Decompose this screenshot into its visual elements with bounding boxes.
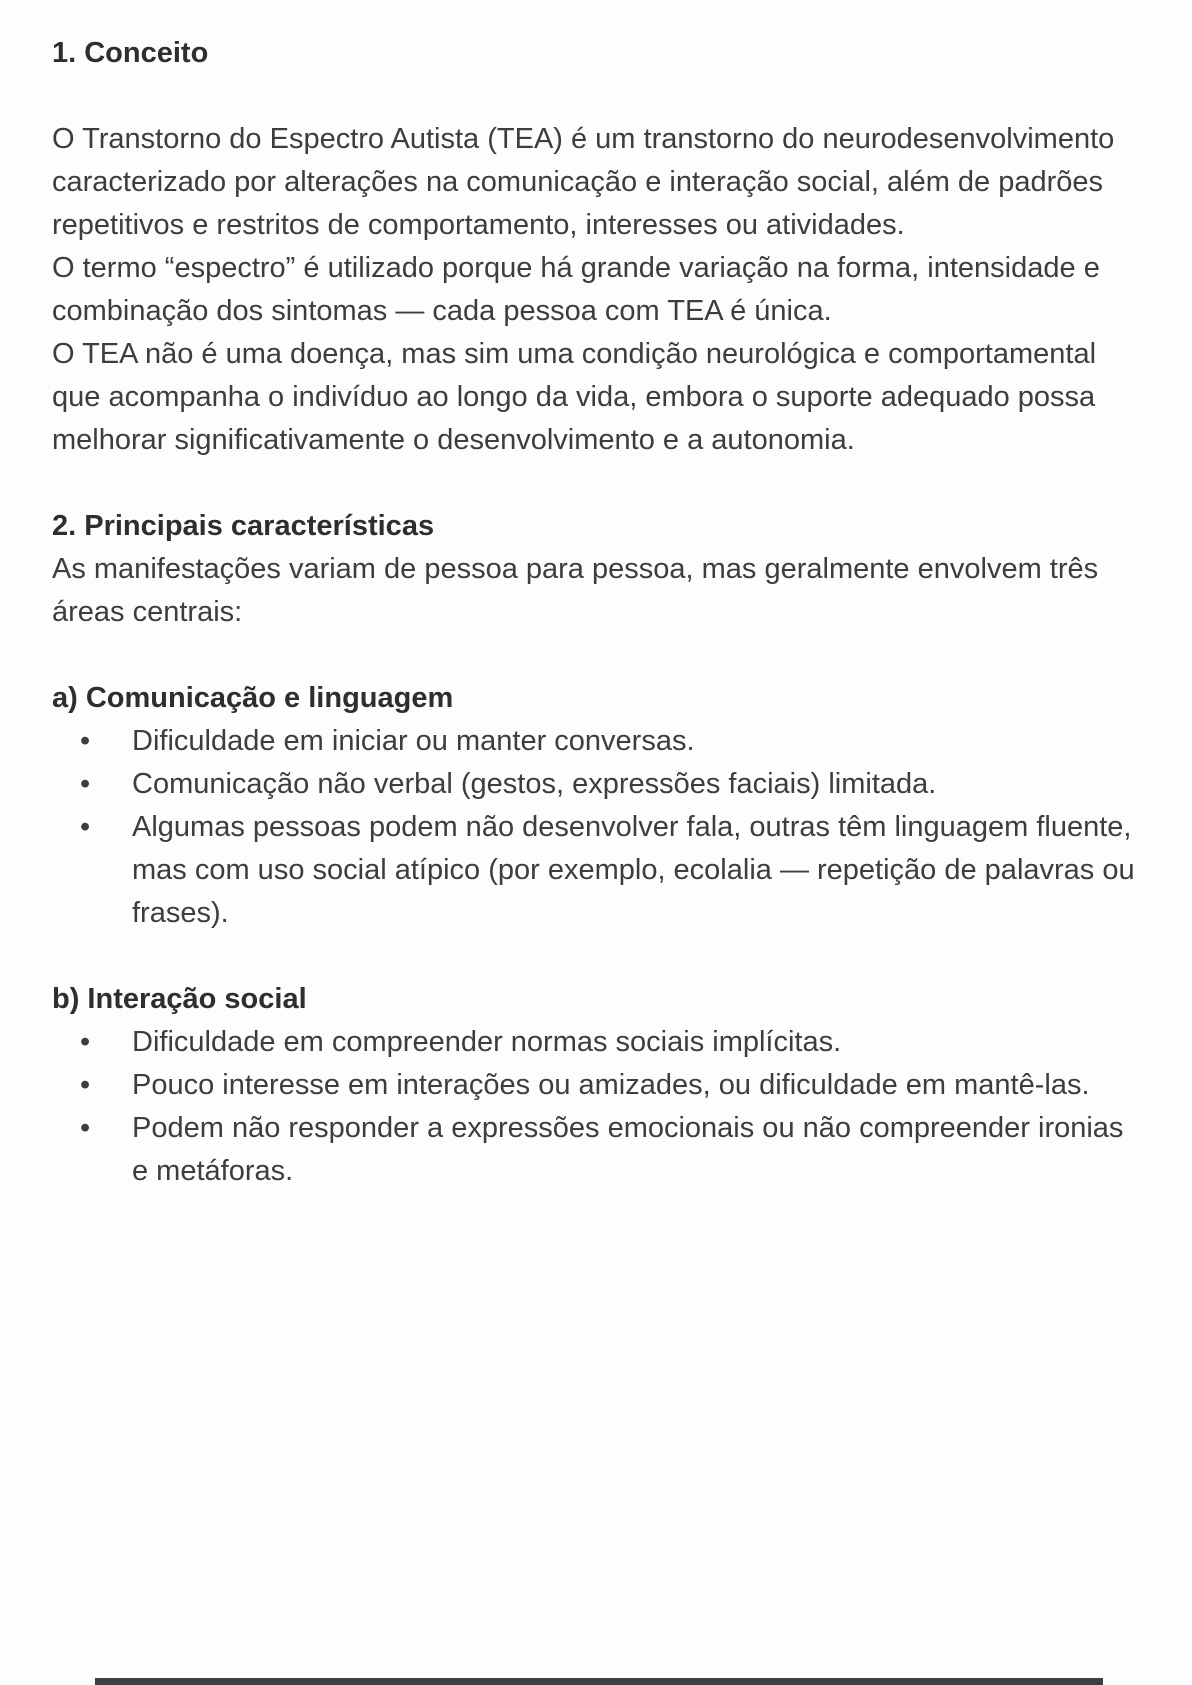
section-2-heading: 2. Principais características: [52, 510, 435, 542]
list-item-text: Dificuldade em iniciar ou manter conversas.: [132, 725, 695, 757]
section-1-paragraph: O termo “espectro” é utilizado porque há grande variação na forma, intensidade e combinação dos sintomas — cada pessoa com TEA é única.: [52, 252, 1100, 327]
list-item-text: Pouco interesse em interações ou amizades, ou dificuldade em mantê-las.: [132, 1069, 1090, 1101]
list-item-text: Dificuldade em compreender normas sociais implícitas.: [132, 1026, 842, 1058]
section-2-intro: As manifestações variam de pessoa para pessoa, mas geralmente envolvem três áreas centrais:: [52, 553, 1099, 628]
section-1-paragraph: O Transtorno do Espectro Autista (TEA) é um transtorno do neurodesenvolvimento caracterizado por alterações na comunicação e interação social, além de padrões repetitivos e restritos de comportamento, interesses ou atividades.: [52, 123, 1115, 241]
bullet-icon: •: [80, 725, 91, 757]
list-item: [52, 1021, 1140, 1064]
list-item: [52, 1107, 1140, 1193]
bullet-icon: •: [80, 1112, 91, 1144]
subsection-a-heading: a) Comunicação e linguagem: [52, 682, 454, 714]
list-item-text: Podem não responder a expressões emocionais ou não compreender ironias e metáforas.: [132, 1112, 1124, 1187]
list-item-text: Comunicação não verbal (gestos, expressões faciais) limitada.: [132, 768, 937, 800]
subsection-b-heading: b) Interação social: [52, 983, 307, 1015]
section-1-paragraph: O TEA não é uma doença, mas sim uma condição neurológica e comportamental que acompanha o indivíduo ao longo da vida, embora o suporte adequado possa melhorar significativamente o desenvolvimento e a autonomia.: [52, 338, 1097, 456]
subsection-a-list: [52, 720, 1140, 935]
list-item: [52, 720, 1140, 763]
bullet-icon: •: [80, 1069, 91, 1101]
bullet-icon: •: [80, 1026, 91, 1058]
list-item: [52, 763, 1140, 806]
bullet-icon: •: [80, 811, 91, 843]
bullet-icon: •: [80, 768, 91, 800]
subsection-b-list: [52, 1021, 1140, 1193]
list-item: [52, 1064, 1140, 1107]
bottom-divider: [95, 1678, 1103, 1685]
section-1-heading: 1. Conceito: [52, 37, 209, 69]
list-item: [52, 806, 1140, 935]
list-item-text: Algumas pessoas podem não desenvolver fala, outras têm linguagem fluente, mas com uso social atípico (por exemplo, ecolalia — repetição de palavras ou frases).: [132, 811, 1135, 929]
